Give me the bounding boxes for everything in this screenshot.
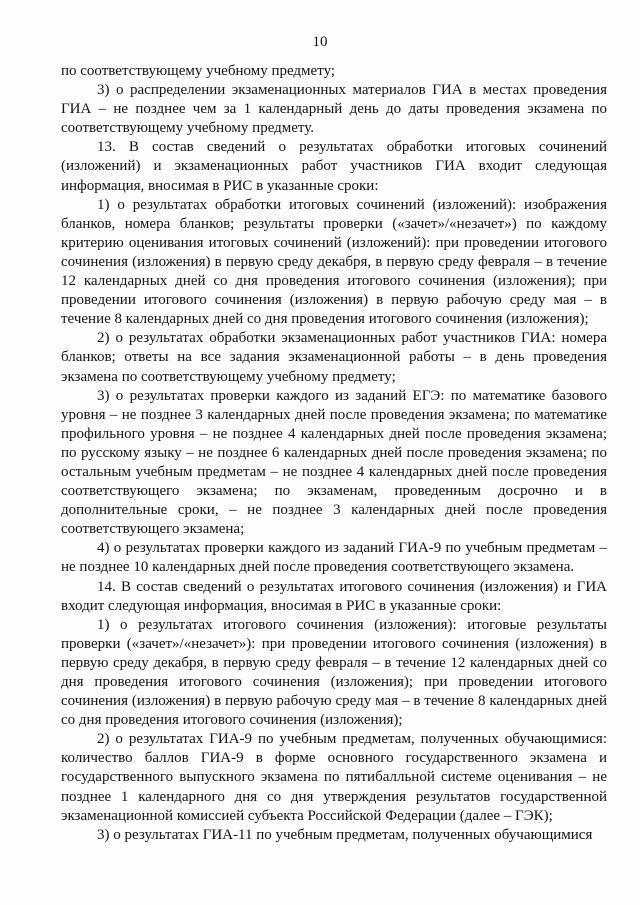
paragraph: 1) о результатах обработки итоговых сочинений (изложений): изображения бланков, номера бланков; результаты проверки («зачет»/«незачет») по каждому критерию оценивания итоговых сочинений (изложений): при проведении итогового сочинения (изложения) в первую среду декабря, в первую среду февраля – в течение 12 календарных дней со дня проведения итогового сочинения (изложения); при проведении итогового сочинения (изложения) в первую рабочую среду мая – в течение 8 календарных дней со дня проведения итогового сочинения (изложения);	[61, 196, 607, 328]
paragraph: 1) о результатах итогового сочинения (изложения): итоговые результаты проверки («зачет»/«незачет»): при проведении итогового сочинения (изложения) в первую среду декабря, в первую среду февраля – в течение 12 календарных дней со дня проведения итогового сочинения (изложения); при проведении итогового сочинения (изложения) в первую рабочую среду мая – в течение 8 календарных дней со дня проведения итогового сочинения (изложения);	[61, 616, 607, 729]
paragraph: 3) о результатах проверки каждого из заданий ЕГЭ: по математике базового уровня – не позднее 3 календарных дней после проведения экзамена; по математике профильного уровня – не позднее 4 календарных дней после проведения экзамена; по русскому языку – не позднее 6 календарных дней после проведения экзамена; по остальным учебным предметам – не позднее 4 календарных дней после проведения соответствующего экзамена; по экзаменам, проведенным досрочно и в дополнительные сроки, – не позднее 3 календарных дней после проведения соответствующего экзамена;	[61, 387, 607, 538]
paragraph: по соответствующему учебному предмету;	[61, 63, 336, 79]
paragraph: 14. В состав сведений о результатах итогового сочинения (изложения) и ГИА входит следующая информация, вносимая в РИС в указанные сроки:	[61, 578, 607, 614]
paragraph: 3) о распределении экзаменационных материалов ГИА в местах проведения ГИА – не позднее чем за 1 календарный день до даты проведения экзамена по соответствующему учебному предмету.	[61, 82, 607, 137]
paragraph: 2) о результатах обработки экзаменационных работ участников ГИА: номера бланков; ответы на все задания экзаменационной работы – в день проведения экзамена по соответствующему учебному предмету;	[61, 330, 607, 385]
page-number: 10	[312, 34, 328, 50]
paragraph: 4) о результатах проверки каждого из заданий ГИА-9 по учебным предметам – не позднее 10 календарных дней после проведения соответствующего экзамена.	[61, 540, 607, 576]
paragraph: 3) о результатах ГИА-11 по учебным предметам, полученных обучающимися	[97, 826, 593, 843]
document-body	[61, 62, 607, 845]
paragraph: 2) о результатах ГИА-9 по учебным предметам, полученных обучающимися: количество баллов ГИА-9 в форме основного государственного экзамена и государственного выпускного экзамена по пятибалльной системе оценивания – не позднее 1 календарного дня со дня утверждения результатов государственной экзаменационной комиссией субъекта Российской Федерации (далее – ГЭК);	[61, 731, 607, 824]
paragraph: 13. В состав сведений о результатах обработки итоговых сочинений (изложений) и экзаменационных работ участников ГИА входит следующая информация, вносимая в РИС в указанные сроки:	[61, 139, 607, 194]
